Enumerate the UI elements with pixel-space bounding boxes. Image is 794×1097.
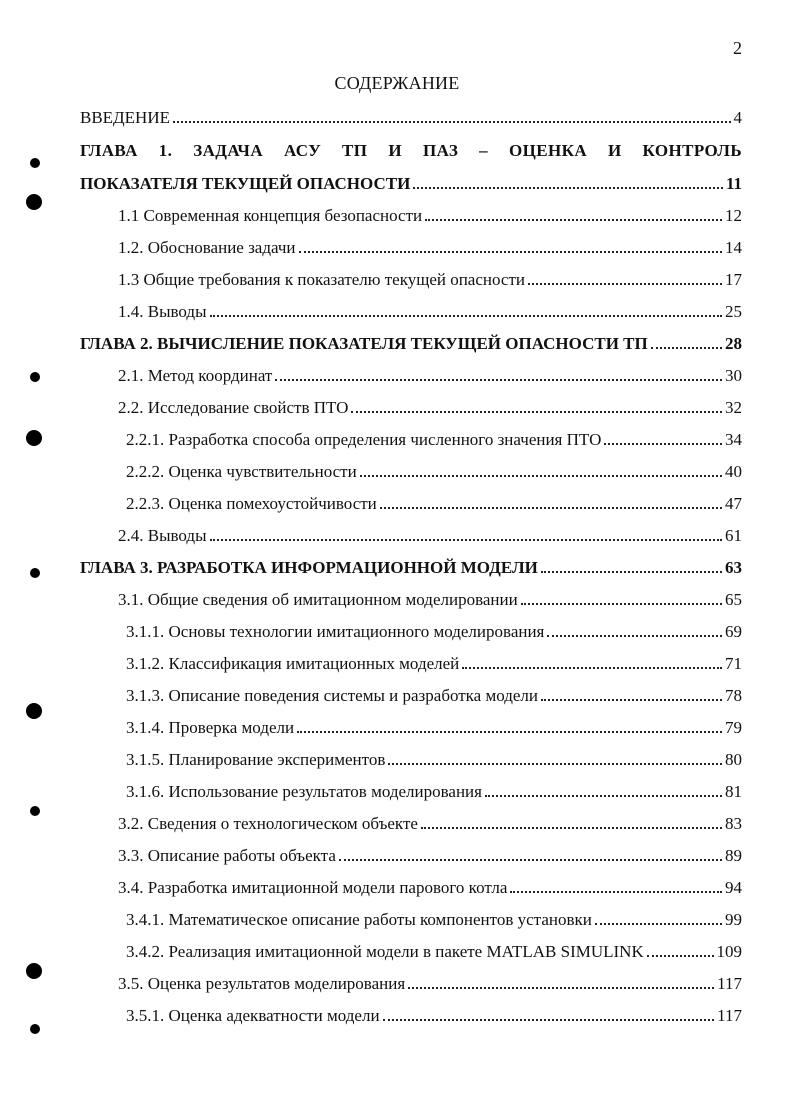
dot-leader: [604, 433, 722, 445]
dot-leader: [528, 273, 722, 285]
punch-hole-mark: [26, 430, 42, 446]
toc-entry-title: 3.1.4. Проверка модели: [126, 718, 295, 737]
toc-entry-page: 34: [725, 430, 742, 449]
toc-entry-intro[interactable]: [80, 102, 742, 134]
toc-entry-1-3[interactable]: [80, 264, 742, 296]
toc-entry-2-2-2[interactable]: [80, 456, 742, 488]
toc-entry-1-4[interactable]: [80, 296, 742, 328]
dot-leader: [351, 401, 722, 413]
toc-entry-title: 3.4.2. Реализация имитационной модели в пакете MATLAB SIMULINK: [126, 942, 644, 961]
toc-entry-3-1-3[interactable]: [80, 680, 742, 712]
toc-entry-2-2[interactable]: [80, 392, 742, 424]
toc-entry-page: 12: [725, 206, 742, 225]
toc-entry-chapter-3[interactable]: [80, 552, 742, 584]
toc-entry-title: 3.1. Общие сведения об имитационном моделировании: [118, 590, 518, 609]
toc-entry-title: 3.5. Оценка результатов моделирования: [118, 974, 406, 993]
punch-hole-mark: [26, 194, 42, 210]
dot-leader: [173, 111, 731, 123]
dot-leader: [651, 337, 722, 349]
toc-entry-3-4[interactable]: [80, 872, 742, 904]
toc-entry-title: ПОКАЗАТЕЛЯ ТЕКУЩЕЙ ОПАСНОСТИ: [80, 174, 411, 193]
table-of-contents: [80, 102, 742, 1032]
dot-leader: [510, 881, 722, 893]
punch-hole-mark: [30, 806, 40, 816]
dot-leader: [297, 721, 722, 733]
toc-entry-title: 2.1. Метод координат: [118, 366, 273, 385]
toc-entry-page: 71: [725, 654, 742, 673]
toc-entry-page: 65: [725, 590, 742, 609]
toc-entry-page: 17: [725, 270, 742, 289]
toc-entry-title: ГЛАВА 1. ЗАДАЧА АСУ ТП И ПАЗ – ОЦЕНКА И КОНТРОЛЬ: [80, 141, 742, 160]
dot-leader: [339, 849, 722, 861]
punch-hole-mark: [30, 568, 40, 578]
toc-entry-page: 78: [725, 686, 742, 705]
dot-leader: [388, 753, 722, 765]
toc-entry-page: 94: [725, 878, 742, 897]
toc-entry-title: 3.1.2. Классификация имитационных моделей: [126, 654, 460, 673]
toc-entry-2-2-3[interactable]: [80, 488, 742, 520]
page-number: 2: [733, 38, 742, 58]
dot-leader: [210, 305, 722, 317]
punch-hole-mark: [26, 703, 42, 719]
toc-entry-page: 32: [725, 398, 742, 417]
toc-entry-3-1[interactable]: [80, 584, 742, 616]
toc-entry-title: 2.4. Выводы: [118, 526, 207, 545]
toc-entry-3-4-2[interactable]: [80, 936, 742, 968]
toc-entry-title: 1.3 Общие требования к показателю текущей опасности: [118, 270, 525, 289]
toc-entry-page: 11: [725, 174, 742, 193]
toc-entry-page: 30: [725, 366, 742, 385]
toc-entry-chapter-1-line-2[interactable]: [80, 168, 742, 200]
dot-leader: [360, 465, 722, 477]
toc-entry-title: ВВЕДЕНИЕ: [80, 108, 170, 127]
toc-entry-title: 2.2.2. Оценка чувствительности: [126, 462, 357, 481]
toc-entry-title: 3.1.3. Описание поведения системы и разработка модели: [126, 686, 539, 705]
dot-leader: [413, 177, 723, 189]
toc-entry-1-2[interactable]: [80, 232, 742, 264]
toc-entry-3-1-6[interactable]: [80, 776, 742, 808]
toc-entry-3-5-1[interactable]: [80, 1000, 742, 1032]
toc-entry-title: 3.4. Разработка имитационной модели парового котла: [118, 878, 508, 897]
toc-entry-title: 1.1 Современная концепция безопасности: [118, 206, 423, 225]
toc-entry-page: 4: [733, 108, 742, 127]
dot-leader: [521, 593, 722, 605]
toc-entry-3-1-5[interactable]: [80, 744, 742, 776]
toc-entry-2-4[interactable]: [80, 520, 742, 552]
toc-entry-title: 2.2.3. Оценка помехоустойчивости: [126, 494, 377, 513]
toc-entry-title: 3.3. Описание работы объекта: [118, 846, 336, 865]
toc-entry-page: 81: [725, 782, 742, 801]
toc-entry-page: 69: [725, 622, 742, 641]
toc-entry-3-1-4[interactable]: [80, 712, 742, 744]
dot-leader: [541, 561, 722, 573]
toc-entry-page: 80: [725, 750, 742, 769]
toc-entry-page: 89: [725, 846, 742, 865]
toc-entry-3-5[interactable]: [80, 968, 742, 1000]
dot-leader: [547, 625, 722, 637]
toc-entry-title: 3.1.5. Планирование экспериментов: [126, 750, 386, 769]
toc-entry-page: 99: [725, 910, 742, 929]
dot-leader: [595, 913, 722, 925]
toc-entry-page: 117: [717, 974, 742, 993]
toc-entry-title: 3.2. Сведения о технологическом объекте: [118, 814, 418, 833]
toc-entry-3-4-1[interactable]: [80, 904, 742, 936]
toc-entry-2-1[interactable]: [80, 360, 742, 392]
dot-leader: [541, 689, 722, 701]
toc-entry-title: 1.2. Обоснование задачи: [118, 238, 296, 257]
toc-entry-page: 28: [725, 334, 742, 353]
toc-entry-page: 61: [725, 526, 742, 545]
toc-entry-page: 83: [725, 814, 742, 833]
toc-entry-title: 3.4.1. Математическое описание работы компонентов установки: [126, 910, 592, 929]
dot-leader: [275, 369, 722, 381]
toc-entry-title: ГЛАВА 3. РАЗРАБОТКА ИНФОРМАЦИОННОЙ МОДЕЛИ: [80, 558, 538, 577]
dot-leader: [485, 785, 722, 797]
dot-leader: [380, 497, 722, 509]
toc-entry-3-2[interactable]: [80, 808, 742, 840]
dot-leader: [425, 209, 722, 221]
dot-leader: [462, 657, 722, 669]
toc-entry-title: 3.1.1. Основы технологии имитационного моделирования: [126, 622, 545, 641]
toc-entry-page: 109: [716, 942, 742, 961]
punch-hole-mark: [30, 1024, 40, 1034]
toc-entry-2-2-1[interactable]: [80, 424, 742, 456]
toc-entry-page: 14: [725, 238, 742, 257]
toc-entry-page: 47: [725, 494, 742, 513]
toc-entry-title: 1.4. Выводы: [118, 302, 207, 321]
page-title: СОДЕРЖАНИЕ: [334, 73, 460, 93]
toc-entry-3-1-2[interactable]: [80, 648, 742, 680]
toc-entry-chapter-1-line-1[interactable]: [80, 134, 742, 168]
toc-entry-page: 40: [725, 462, 742, 481]
punch-hole-mark: [26, 963, 42, 979]
punch-hole-mark: [30, 158, 40, 168]
toc-entry-3-3[interactable]: [80, 840, 742, 872]
toc-entry-page: 117: [717, 1006, 742, 1025]
toc-entry-1-1[interactable]: [80, 200, 742, 232]
toc-entry-title: 2.2. Исследование свойств ПТО: [118, 398, 349, 417]
dot-leader: [299, 241, 722, 253]
punch-hole-mark: [30, 372, 40, 382]
dot-leader: [210, 529, 722, 541]
dot-leader: [408, 977, 714, 989]
dot-leader: [421, 817, 722, 829]
toc-entry-3-1-1[interactable]: [80, 616, 742, 648]
toc-entry-title: 3.1.6. Использование результатов моделирования: [126, 782, 482, 801]
toc-entry-page: 25: [725, 302, 742, 321]
toc-entry-title: ГЛАВА 2. ВЫЧИСЛЕНИЕ ПОКАЗАТЕЛЯ ТЕКУЩЕЙ ОПАСНОСТИ ТП: [80, 334, 648, 353]
toc-entry-page: 79: [725, 718, 742, 737]
toc-entry-title: 2.2.1. Разработка способа определения численного значения ПТО: [126, 430, 602, 449]
dot-leader: [647, 945, 714, 957]
toc-entry-page: 63: [725, 558, 742, 577]
dot-leader: [383, 1009, 715, 1021]
toc-entry-title: 3.5.1. Оценка адекватности модели: [126, 1006, 380, 1025]
toc-entry-chapter-2[interactable]: [80, 328, 742, 360]
